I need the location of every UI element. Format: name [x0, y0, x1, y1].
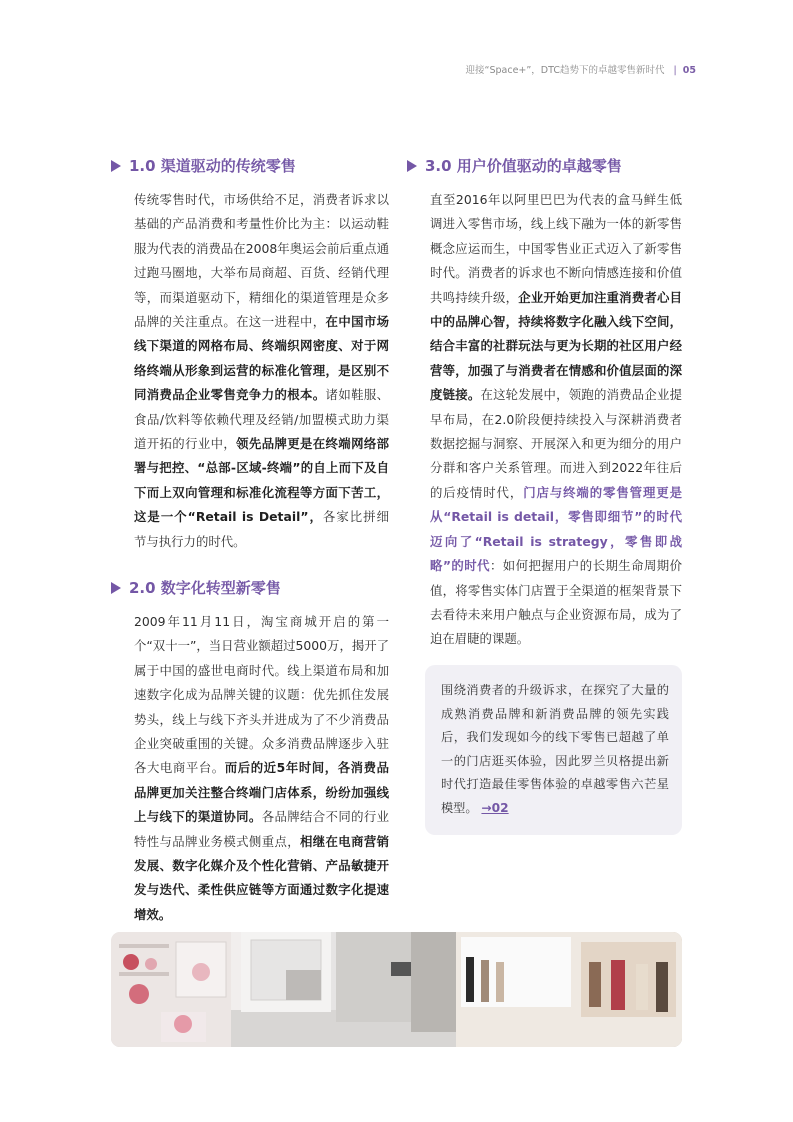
section-title: 2.0 数字化转型新零售: [111, 578, 389, 598]
running-header: [466, 62, 696, 76]
page-number: 05: [682, 65, 696, 76]
section-digital-retail: [111, 578, 389, 927]
section-excellent-retail: [407, 156, 682, 652]
section-paragraph: 直至2016年以阿里巴巴为代表的盒马鲜生低调进入零售市场，线上线下融为一体的新零售概念应运而生，中国零售业正式迈入了新零售时代。消费者的诉求也不断向情感连接和价值共鸣持续升级，企业开始更加注重消费者心目中的品牌心智，持续将数字化融入线下空间，结合丰富的社群玩法与更为长期的社区用户经营等，加强了与消费者在情感和价值层面的深度链接。在这轮发展中，领跑的消费品企业提早布局，在2.0阶段便持续投入与深耕消费者数据挖掘与洞察、开展深入和更为细分的用户分群和客户关系管理。而进入到2022年往后的后疫情时代，门店与终端的零售管理更是从“Retail is detail，零售即细节”的时代迈向了“Retail is strategy，零售即战略”的时代：如何把握用户的长期生命周期价值，将零售实体门店置于全渠道的框架背景下去看待未来用户触点与企业资源布局，成为了迫在眉睫的课题。: [430, 192, 683, 647]
triangle-bullet-icon: [407, 160, 417, 172]
triangle-bullet-icon: [111, 582, 121, 594]
section-traditional-retail: [111, 156, 389, 554]
callout-box: [425, 665, 682, 835]
header-separator: |: [673, 65, 677, 76]
triangle-bullet-icon: [111, 160, 121, 172]
page-link[interactable]: →02: [481, 800, 509, 815]
callout-text: 围绕消费者的升级诉求，在探究了大量的成熟消费品牌和新消费品牌的领先实践后，我们发现如今的线下零售已超越了单一的门店逛买体验，因此罗兰贝格提出新时代打造最佳零售体验的卓越零售六芒星模型。 →02: [441, 683, 669, 815]
section-paragraph: 传统零售时代，市场供给不足，消费者诉求以基础的产品消费和考量性价比为主：以运动鞋服为代表的消费品在2008年奥运会前后重点通过跑马圈地，大举布局商超、百货、经销代理等，而渠道驱动下，精细化的渠道管理是众多品牌的关注重点。在这一进程中，在中国市场线下渠道的网格布局、终端织网密度、对于网络终端从形象到运营的标准化管理，是区别不同消费品企业零售竞争力的根本。诸如鞋服、食品/饮料等依赖代理及经销/加盟模式助力渠道开拓的行业中，领先品牌更是在终端网络部署与把控、“总部-区域-终端”的自上而下及自下而上双向管理和标准化流程等方面下苦工，这是一个“Retail is Detail”，各家比拼细节与执行力的时代。: [134, 192, 390, 549]
section-title: 1.0 渠道驱动的传统零售: [111, 156, 389, 176]
store-interior-illustration: [111, 932, 682, 1047]
running-title: 迎接“Space+”，DTC趋势下的卓越零售新时代: [465, 65, 665, 76]
section-paragraph: 2009年11月11日，淘宝商城开启的第一个“双十一”，当日营业额超过5000万，揭开了属于中国的盛世电商时代。线上渠道布局和加速数字化成为品牌关键的议题：优先抓住发展势头，线上与线下齐头并进成为了不少消费品企业突破重围的关键。众多消费品牌逐步入驻各大电商平台。而后的近5年时间，各消费品品牌更加关注整合终端门店体系，纷纷加强线上与线下的渠道协同。各品牌结合不同的行业特性与品牌业务模式侧重点，相继在电商营销发展、数字化媒介及个性化营销、产品敏捷开发与迭代、柔性供应链等方面通过数字化提速增效。: [134, 614, 390, 922]
section-title: 3.0 用户价值驱动的卓越零售: [407, 156, 682, 176]
retail-store-photo: [111, 932, 682, 1047]
